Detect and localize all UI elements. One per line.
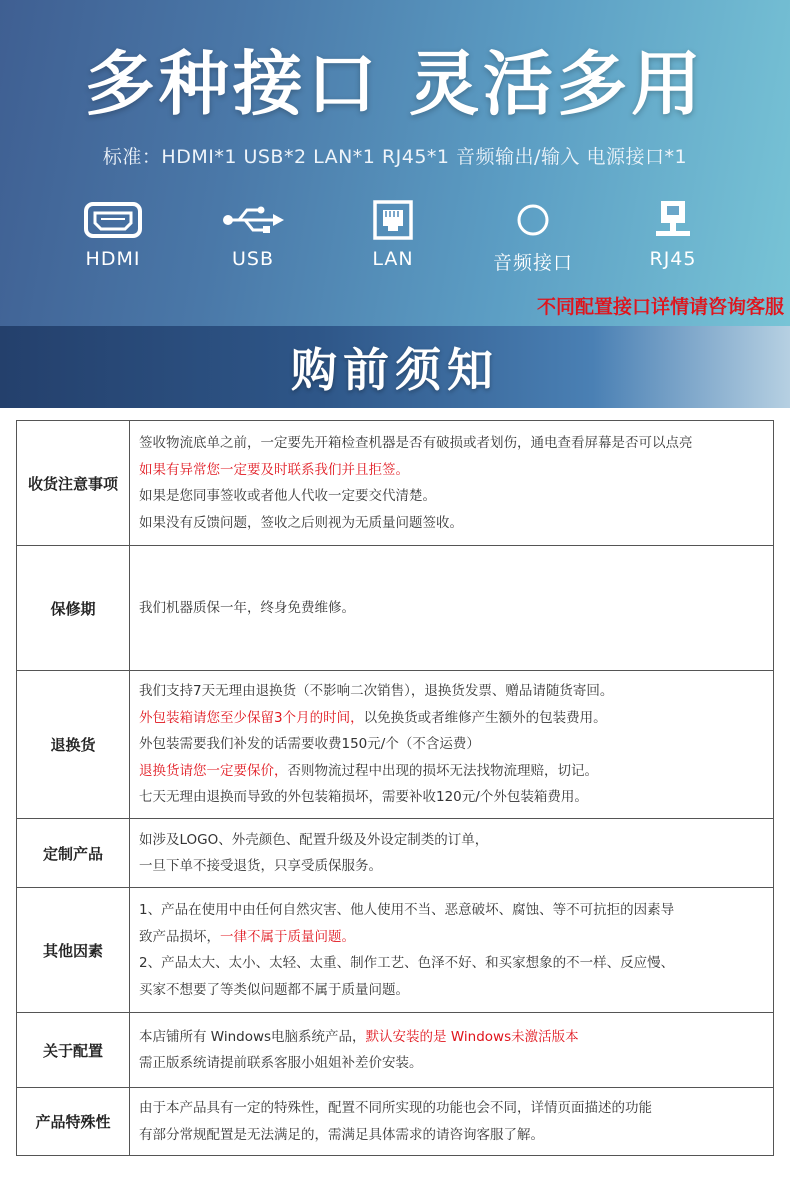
notice-row — [17, 546, 774, 671]
hdmi-port-icon — [53, 198, 173, 242]
notice-line — [139, 897, 765, 924]
section-title: 购前须知 — [291, 343, 499, 397]
notice-text: 我们机器质保一年，终身免费维修。 — [139, 599, 355, 616]
notice-category: 收货注意事项 — [17, 421, 130, 546]
notice-row — [17, 421, 774, 546]
notice-line — [139, 510, 765, 537]
purchase-notice-table — [16, 420, 774, 1156]
port-label: 音频接口 — [492, 252, 573, 274]
notice-row — [17, 671, 774, 819]
notice-content — [130, 1013, 774, 1088]
notice-category: 产品特殊性 — [17, 1088, 130, 1156]
notice-text: 如果没有反馈问题，签收之后则视为无质量问题签收。 — [139, 514, 463, 531]
warning-text: 退换货请您一定要保价， — [139, 762, 288, 779]
notice-text: 签收物流底单之前，一定要先开箱检查机器是否有破损或者划伤，通电查看屏幕是否可以点亮 — [139, 435, 693, 451]
notice-text: 否则物流过程中出现的损坏无法找物流理赔，切记。 — [287, 762, 598, 779]
notice-text: 外包装需要我们补发的话需要收费150元/个（不含运费） — [139, 736, 480, 753]
notice-text: 1、产品在使用中由任何自然灾害、他人使用不当、恶意破坏、腐蚀、等不可抗拒的因素导 — [139, 902, 675, 918]
banner-title: 多种接口 灵活多用 — [84, 43, 706, 125]
notice-category: 保修期 — [17, 546, 130, 671]
notice-line — [139, 950, 765, 977]
notice-line — [139, 483, 765, 510]
port-label: RJ45 — [649, 248, 697, 270]
port-rj45 — [613, 198, 733, 270]
audio-jack-icon — [473, 198, 593, 242]
port-spec-line: 标准：HDMI*1 USB*2 LAN*1 RJ45*1 音频输出/输入 电源接口*1 — [102, 146, 688, 168]
notice-text: 如果是您同事签收或者他人代收一定要交代清楚。 — [139, 488, 436, 504]
notice-line — [139, 705, 765, 732]
warning-text: 默认安装的是 Windows未激活版本 — [365, 1028, 579, 1045]
notice-line — [139, 784, 765, 811]
notice-line — [139, 977, 765, 1004]
notice-row — [17, 1088, 774, 1156]
notice-line — [139, 1122, 765, 1149]
notice-line — [139, 731, 765, 758]
notice-text: 2、产品太大、太小、太轻、太重、制作工艺、色泽不好、和买家想象的不一样、反应慢、 — [139, 955, 675, 971]
notice-content — [130, 819, 774, 888]
notice-row — [17, 1013, 774, 1088]
notice-content — [130, 671, 774, 819]
port-label: HDMI — [85, 248, 141, 270]
notice-text: 我们支持7天无理由退换货（不影响二次销售），退换货发票、赠品请随货寄回。 — [139, 683, 614, 700]
notice-category: 关于配置 — [17, 1013, 130, 1088]
port-label: LAN — [372, 248, 414, 270]
lan-port-icon — [333, 198, 453, 242]
notice-text: 七天无理由退换而导致的外包装箱损坏，需要补收120元/个外包装箱费用。 — [139, 789, 588, 806]
notice-text: 以免换货或者维修产生额外的包装费用。 — [363, 709, 607, 726]
notice-line — [139, 924, 765, 951]
port-usb — [193, 198, 313, 270]
warning-text: 一律不属于质量问题。 — [220, 928, 355, 945]
port-audio — [473, 198, 593, 275]
notice-line — [139, 758, 765, 785]
port-lan — [333, 198, 453, 270]
notice-text: 需正版系统请提前联系客服小姐姐补差价安装。 — [139, 1055, 423, 1071]
notice-line — [139, 853, 765, 880]
notice-category: 其他因素 — [17, 888, 130, 1013]
notice-row — [17, 819, 774, 888]
section-header — [0, 326, 790, 408]
warning-text: 如果有异常您一定要及时联系我们并且拒签。 — [139, 461, 409, 478]
notice-content — [130, 546, 774, 671]
notice-content — [130, 421, 774, 546]
notice-line — [139, 1095, 765, 1122]
notice-line — [139, 457, 765, 484]
warning-text: 外包装箱请您至少保留3个月的时间， — [139, 709, 364, 726]
notice-text: 有部分常规配置是无法满足的，需满足具体需求的请咨询客服了解。 — [139, 1126, 544, 1143]
notice-line — [139, 678, 765, 705]
notice-row — [17, 888, 774, 1013]
network-icon — [613, 198, 733, 242]
port-icon-row — [0, 198, 790, 278]
notice-text: 如涉及LOGO、外壳颜色、配置升级及外设定制类的订单， — [139, 831, 489, 848]
notice-line — [139, 430, 765, 457]
notice-content — [130, 888, 774, 1013]
notice-text: 本店铺所有 Windows电脑系统产品， — [139, 1028, 366, 1045]
notice-text: 一旦下单不接受退货，只享受质保服务。 — [139, 858, 382, 874]
notice-category: 退换货 — [17, 671, 130, 819]
port-label: USB — [231, 248, 274, 270]
notice-content — [130, 1088, 774, 1156]
interface-banner — [0, 0, 790, 326]
notice-line — [139, 595, 765, 622]
notice-table-body — [17, 421, 774, 1156]
notice-category: 定制产品 — [17, 819, 130, 888]
notice-line — [139, 1050, 765, 1077]
notice-line — [139, 827, 765, 854]
notice-text: 买家不想要了等类似问题都不属于质量问题。 — [139, 981, 409, 998]
usb-icon — [193, 198, 313, 242]
notice-line — [139, 1024, 765, 1051]
config-note: 不同配置接口详情请咨询客服 — [536, 296, 784, 318]
notice-text: 由于本产品具有一定的特殊性，配置不同所实现的功能也会不同，详情页面描述的功能 — [139, 1100, 652, 1116]
port-hdmi — [53, 198, 173, 270]
notice-text: 致产品损坏， — [139, 928, 220, 945]
